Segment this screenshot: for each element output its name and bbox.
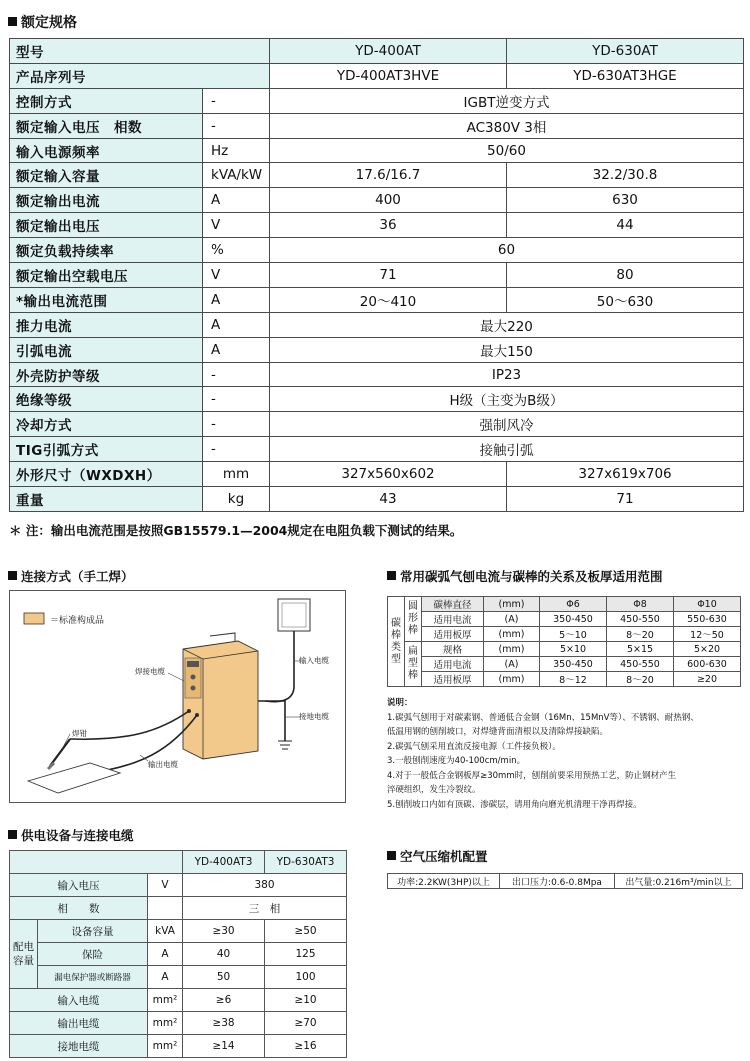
row-label: 推力电流 [10, 312, 203, 337]
square-bullet-icon [8, 571, 17, 580]
cell: 327x619x706 [507, 462, 744, 487]
cell: 20～410 [270, 287, 507, 312]
flat-rod-label: 扁型棒 [405, 642, 422, 687]
cell: 功率:2.2KW(3HP)以上 [388, 874, 500, 889]
cell: 44 [507, 213, 744, 238]
cell: 450-550 [607, 657, 674, 672]
cell: 32.2/30.8 [507, 163, 744, 188]
machine-display-icon [187, 661, 199, 667]
row-label: 保险 [38, 943, 148, 966]
table-row [10, 462, 744, 487]
cell: ≥70 [265, 1012, 347, 1035]
ground-symbol-icon [278, 741, 292, 749]
cell: (mm) [484, 597, 540, 612]
cell: 60 [270, 238, 744, 263]
cell: 550-630 [674, 612, 741, 627]
row-label: 冷却方式 [10, 412, 203, 437]
unit-cell: Hz [203, 138, 270, 163]
cell: 出气量:0.216m³/min以上 [615, 874, 743, 889]
cell: 40 [183, 943, 265, 966]
cell: ≥14 [183, 1035, 265, 1058]
air-table [387, 873, 743, 889]
workpiece-icon [28, 763, 120, 793]
table-row [388, 672, 741, 687]
table-row [10, 312, 744, 337]
row-label: 绝缘等级 [10, 387, 203, 412]
unit-cell [148, 897, 183, 920]
cell: 强制风冷 [270, 412, 744, 437]
table-row [10, 287, 744, 312]
row-label: 相 数 [10, 897, 148, 920]
cell: 5×20 [674, 642, 741, 657]
note-line: 1.碳弧气刨用于对碳素钢、普通低合金钢（16Mn、15MnV等）、不锈钢、耐热钢、 [387, 712, 699, 723]
table-row [10, 1012, 347, 1035]
table-row [10, 966, 347, 989]
cell: 380 [183, 874, 347, 897]
row-label: 输入电缆 [10, 989, 148, 1012]
unit-cell: A [203, 287, 270, 312]
weld-cable-line [70, 711, 189, 739]
row-label: 产品序列号 [10, 63, 270, 88]
cell: 43 [270, 487, 507, 512]
table-row [10, 362, 744, 387]
cell: ≥6 [183, 989, 265, 1012]
row-label: 输入电压 [10, 874, 148, 897]
cell: (mm) [484, 672, 540, 687]
cell: (mm) [484, 642, 540, 657]
ground-cable-label: 接地电缆 [299, 712, 329, 721]
power-box-icon [278, 599, 310, 631]
spec-section-title: 额定规格 [8, 12, 77, 32]
table-row [388, 874, 743, 889]
connection-section-title: 连接方式（手工焊） [8, 567, 134, 585]
torch-label: 焊钳 [72, 729, 87, 738]
notes-title: 说明： [387, 698, 413, 708]
note-line: 低温用钢的刨削坡口，对焊缝背面清根以及清除焊接缺陷。 [387, 727, 609, 737]
table-row [10, 943, 347, 966]
cell: YD-400AT3HVE [270, 63, 507, 88]
table-row [10, 387, 744, 412]
connection-diagram [9, 590, 346, 803]
unit-cell: kVA/kW [203, 163, 270, 188]
cell: 36 [270, 213, 507, 238]
model-header: YD-400AT [270, 39, 507, 64]
row-label: 接地电缆 [10, 1035, 148, 1058]
table-row [10, 213, 744, 238]
row-label: 输出电缆 [10, 1012, 148, 1035]
carbon-notes [387, 696, 745, 812]
unit-cell: - [203, 113, 270, 138]
cell: ≥50 [265, 920, 347, 943]
table-row [10, 337, 744, 362]
table-row [388, 612, 741, 627]
unit-cell: - [203, 88, 270, 113]
legend-label: ＝标准构成品 [50, 616, 105, 626]
table-row [10, 138, 744, 163]
row-label: 输入电源频率 [10, 138, 203, 163]
weld-cable-label: 焊接电缆 [135, 667, 165, 676]
row-label: 额定输出空载电压 [10, 263, 203, 288]
table-row [10, 263, 744, 288]
unit-cell: - [203, 437, 270, 462]
blank-header [10, 851, 183, 874]
group-label: 配电容量 [10, 920, 38, 989]
unit-cell: A [148, 966, 183, 989]
cell: ≥38 [183, 1012, 265, 1035]
table-row [10, 897, 347, 920]
cell: 三 相 [183, 897, 347, 920]
cell: Φ10 [674, 597, 741, 612]
table-row [10, 188, 744, 213]
square-bullet-icon [8, 830, 17, 839]
torch-icon [50, 739, 70, 766]
cell: 50/60 [270, 138, 744, 163]
carbon-table [387, 596, 741, 687]
unit-cell: mm [203, 462, 270, 487]
air-section-title: 空气压缩机配置 [387, 847, 488, 865]
row-label: 额定输入电压 相数 [10, 113, 203, 138]
cell: Φ8 [607, 597, 674, 612]
table-row [388, 642, 741, 657]
machine-knob-icon [191, 675, 196, 680]
square-bullet-icon [387, 571, 396, 580]
input-cable-line [265, 631, 294, 702]
unit-cell: kVA [148, 920, 183, 943]
note-line: 2.碳弧气刨采用直流反接电源（工件接负极）。 [387, 741, 561, 752]
cell: 适用电流 [422, 657, 484, 672]
table-row [10, 920, 347, 943]
table-row [388, 597, 741, 612]
cell: 71 [270, 263, 507, 288]
cell: 最大150 [270, 337, 744, 362]
square-bullet-icon [387, 851, 396, 860]
row-label: 控制方式 [10, 88, 203, 113]
cell: ≥20 [674, 672, 741, 687]
note-line: 5.刨削坡口内如有顶碳、渗碳层，请用角向磨光机清理干净再焊接。 [387, 799, 642, 810]
cell: 630 [507, 188, 744, 213]
cell: 400 [270, 188, 507, 213]
machine-knob-icon [191, 686, 196, 691]
note-line: 4.对于一般低合金钢板厚≥30mm时，刨削前要采用预热工艺，防止钢材产生 [387, 770, 677, 781]
unit-cell: mm² [148, 1035, 183, 1058]
cell: 327x560x602 [270, 462, 507, 487]
cell: 8～20 [607, 672, 674, 687]
cell: Φ6 [540, 597, 607, 612]
row-label: 外形尺寸（WXDXH） [10, 462, 203, 487]
cell: 350-450 [540, 612, 607, 627]
table-row [388, 627, 741, 642]
table-row [10, 163, 744, 188]
row-label: 重量 [10, 487, 203, 512]
table-row [10, 88, 744, 113]
spec-table [9, 38, 744, 512]
cell: IP23 [270, 362, 744, 387]
cell: 出口压力:0.6-0.8Mpa [500, 874, 615, 889]
cell: 600-630 [674, 657, 741, 672]
row-label: 额定输出电压 [10, 213, 203, 238]
cell: ≥30 [183, 920, 265, 943]
output-cable-line [90, 715, 197, 773]
legend-swatch [24, 613, 44, 624]
cell: 80 [507, 263, 744, 288]
supply-section-title: 供电设备与连接电缆 [8, 826, 134, 844]
row-label: 设备容量 [38, 920, 148, 943]
table-row [10, 874, 347, 897]
row-label: TIG引弧方式 [10, 437, 203, 462]
unit-cell: - [203, 387, 270, 412]
unit-cell: V [148, 874, 183, 897]
cell: 规格 [422, 642, 484, 657]
table-row [10, 851, 347, 874]
cell: 50 [183, 966, 265, 989]
note-line: 淬硬组织，发生冷裂纹。 [387, 785, 481, 795]
unit-cell: % [203, 238, 270, 263]
cell: YD-630AT3HGE [507, 63, 744, 88]
table-row [10, 412, 744, 437]
table-row [10, 63, 744, 88]
ground-cable-line [258, 701, 285, 741]
unit-cell: A [203, 337, 270, 362]
square-bullet-icon [8, 17, 17, 26]
round-rod-label: 圆形棒 [405, 597, 422, 642]
spec-footnote: ＊ 注：输出电流范围是按照GB15579.1—2004规定在电阻负载下测试的结果。 [9, 523, 463, 538]
unit-cell: A [203, 188, 270, 213]
row-label: 外壳防护等级 [10, 362, 203, 387]
row-label: 额定输入容量 [10, 163, 203, 188]
cell: 适用电流 [422, 612, 484, 627]
cell: 5×10 [540, 642, 607, 657]
cell: 350-450 [540, 657, 607, 672]
row-label: 型号 [10, 39, 270, 64]
table-row [10, 1035, 347, 1058]
unit-cell: A [148, 943, 183, 966]
carbon-section-title: 常用碳弧气刨电流与碳棒的关系及板厚适用范围 [387, 567, 663, 585]
cell: H级（主变为B级） [270, 387, 744, 412]
note-line: 3.一般刨削速度为40-100cm/min。 [387, 756, 526, 766]
unit-cell: V [203, 213, 270, 238]
table-row [10, 238, 744, 263]
cell: 5～10 [540, 627, 607, 642]
cell: 8～20 [607, 627, 674, 642]
supply-table [9, 850, 347, 1058]
model-header: YD-630AT3 [265, 851, 347, 874]
input-cable-label: 输入电缆 [299, 656, 329, 665]
cell: ≥16 [265, 1035, 347, 1058]
table-row [10, 39, 744, 64]
row-label: 额定输出电流 [10, 188, 203, 213]
table-row [10, 989, 347, 1012]
row-label: *输出电流范围 [10, 287, 203, 312]
row-label: 引弧电流 [10, 337, 203, 362]
unit-cell: V [203, 263, 270, 288]
machine-handle-icon [210, 633, 235, 641]
cell: 17.6/16.7 [270, 163, 507, 188]
unit-cell: - [203, 412, 270, 437]
unit-cell: kg [203, 487, 270, 512]
unit-cell: mm² [148, 989, 183, 1012]
row-label: 额定负载持续率 [10, 238, 203, 263]
model-header: YD-400AT3 [183, 851, 265, 874]
cell: 12～50 [674, 627, 741, 642]
cell: 接触引弧 [270, 437, 744, 462]
cell: 碳棒直径 [422, 597, 484, 612]
cell: ≥10 [265, 989, 347, 1012]
cell: 适用板厚 [422, 672, 484, 687]
cell: 5×15 [607, 642, 674, 657]
cell: (mm) [484, 627, 540, 642]
unit-cell: mm² [148, 1012, 183, 1035]
table-row [388, 657, 741, 672]
torch-tip-icon [48, 763, 54, 769]
cell: 适用板厚 [422, 627, 484, 642]
cell: 50～630 [507, 287, 744, 312]
cell: 8～12 [540, 672, 607, 687]
cell: (A) [484, 657, 540, 672]
cell: 100 [265, 966, 347, 989]
cell: 450-550 [607, 612, 674, 627]
cell: 125 [265, 943, 347, 966]
output-cable-label: 输出电缆 [148, 760, 178, 769]
unit-cell: - [203, 362, 270, 387]
cell: IGBT逆变方式 [270, 88, 744, 113]
cell: 最大220 [270, 312, 744, 337]
cell: 71 [507, 487, 744, 512]
unit-cell: A [203, 312, 270, 337]
table-row [10, 437, 744, 462]
leader-line [168, 673, 184, 681]
model-header: YD-630AT [507, 39, 744, 64]
type-label: 碳棒类型 [388, 597, 405, 687]
cell: (A) [484, 612, 540, 627]
cell: AC380V 3相 [270, 113, 744, 138]
row-label: 漏电保护器或断路器 [38, 966, 148, 989]
table-row [10, 113, 744, 138]
table-row [10, 487, 744, 512]
